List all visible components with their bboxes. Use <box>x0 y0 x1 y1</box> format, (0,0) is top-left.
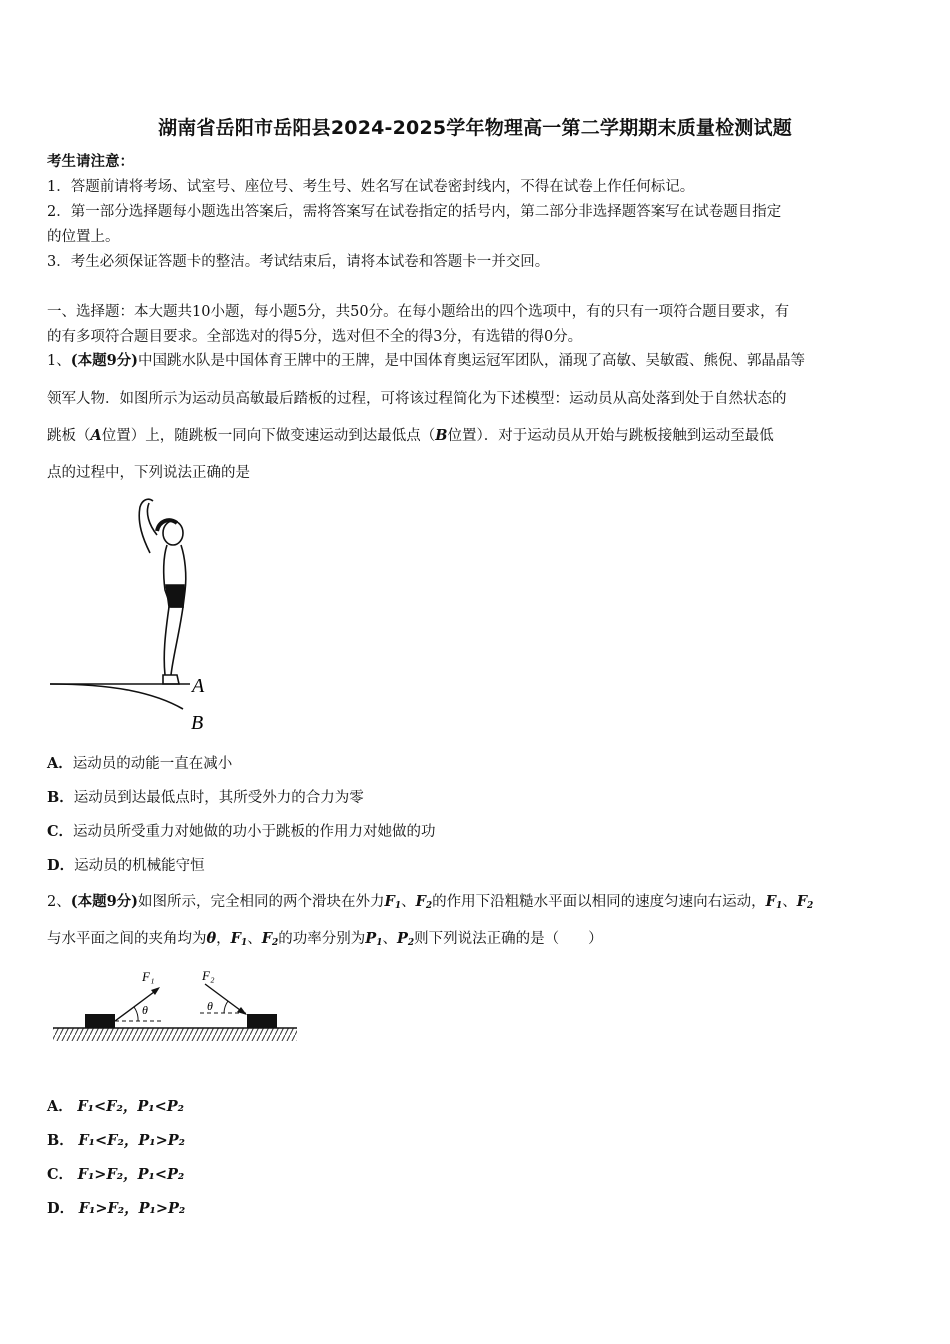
q2-option-a-text: F₁<F₂，P₁<P₂ <box>77 1098 184 1115</box>
q1-option-c-key: C． <box>47 823 74 840</box>
q2-text-2c: 则下列说法正确的是（ ） <box>414 931 603 947</box>
q1-text-3c: 位置）．对于运动员从开始与跳板接触到运动至最低 <box>447 428 774 444</box>
q1-option-b[interactable] <box>47 788 907 808</box>
q2-option-c[interactable] <box>47 1165 907 1185</box>
section-intro-1: 一、选择题：本大题共10小题，每小题5分，共50分。在每小题给出的四个选项中，有的只有一项符合题目要求，有 <box>47 304 790 320</box>
page-title: 湖南省岳阳市岳阳县2024-2025学年物理高一第二学期期末质量检测试题 <box>158 117 792 139</box>
q2-option-b[interactable] <box>47 1131 907 1151</box>
q1-line-2: 领军人物．如图所示为运动员高敏最后踏板的过程，可将该过程简化为下述模型：运动员从高处落到处于自然状态的 <box>47 391 787 407</box>
section-intro-2: 的有多项符合题目要求。全部选对的得5分，选对但不全的得3分，有选错的得0分。 <box>47 329 583 345</box>
q1-score: (本题9分) <box>70 352 139 369</box>
notice-heading: 考生请注意： <box>47 153 134 170</box>
label-b: B <box>191 712 204 734</box>
springboard-arc <box>50 684 183 709</box>
q1-pos-b: B <box>435 427 448 444</box>
q2-option-a[interactable] <box>47 1097 907 1117</box>
notice-item-2-cont: 的位置上。 <box>47 229 120 245</box>
q2-number: 2、 <box>47 894 71 910</box>
sliders-figure <box>50 965 300 1047</box>
q2-option-c-key: C． <box>47 1166 74 1183</box>
q1-option-d-text: 运动员的机械能守恒 <box>74 858 205 874</box>
slider-block-1 <box>85 1014 115 1028</box>
q1-option-d[interactable] <box>47 856 907 876</box>
q2-option-d-text: F₁>F₂，P₁>P₂ <box>78 1200 186 1217</box>
q1-pos-a: A <box>90 427 102 444</box>
q1-line-3 <box>47 426 907 446</box>
q2-option-b-text: F₁<F₂，P₁>P₂ <box>78 1132 185 1149</box>
q2-option-d-key: D． <box>47 1200 75 1217</box>
q2-text-1a: 如图所示，完全相同的两个滑块在外力 <box>138 894 385 910</box>
q1-text-1: 中国跳水队是中国体育王牌中的王牌，是中国体育奥运冠军团队，涌现了高敏、吴敏霞、熊倪、郭晶晶等 <box>138 353 806 369</box>
q1-option-b-key: B． <box>47 789 74 806</box>
q2-line-1: 2、(本题9分)如图所示，完全相同的两个滑块在外力$F_1$、$F_2$的作用下沿粗糙水平面以相同的速度匀速向右运动，$F_1$、$F_2$ <box>47 893 814 911</box>
q2-text-2b: 的功率分别为 <box>278 931 366 947</box>
rough-ground-hatch <box>53 1028 297 1041</box>
q2-option-d[interactable] <box>47 1199 907 1219</box>
notice-item-1: 1．答题前请将考场、试室号、座位号、考生号、姓名写在试卷密封线内，不得在试卷上作任何标记。 <box>47 179 695 195</box>
q1-number: 1、 <box>47 353 71 369</box>
q2-option-a-key: A． <box>47 1098 73 1115</box>
slider-block-2 <box>247 1014 277 1028</box>
label-f2: F₂ <box>202 968 215 983</box>
notice-item-2: 2．第一部分选择题每小题选出答案后，需将答案写在试卷指定的括号内，第二部分非选择题答案写在试卷题目指定 <box>47 204 782 220</box>
q2-line-2: 与水平面之间的夹角均为θ，$F_1$、$F_2$的功率分别为$P_1$、$P_2$则下列说法正确的是（ ） <box>47 930 603 948</box>
q1-text-3b: 位置）上，随跳板一同向下做变速运动到达最低点（ <box>101 428 436 444</box>
notice-item-3: 3．考生必须保证答题卡的整洁。考试结束后，请将本试卷和答题卡一并交回。 <box>47 254 550 270</box>
q1-option-a-text: 运动员的动能一直在减小 <box>72 756 233 772</box>
q1-option-a[interactable] <box>47 754 907 774</box>
q2-option-b-key: B． <box>47 1132 74 1149</box>
q2-text-2a: 与水平面之间的夹角均为 <box>47 931 207 947</box>
q1-line-1 <box>47 351 907 371</box>
label-f1: F₁ <box>142 969 155 984</box>
q1-option-a-key: A． <box>47 755 73 772</box>
force-f1-arrow <box>115 989 158 1021</box>
q1-option-c-text: 运动员所受重力对她做的功小于跳板的作用力对她做的功 <box>73 824 436 840</box>
diver-illustration <box>139 499 186 684</box>
q1-option-b-text: 运动员到达最低点时，其所受外力的合力为零 <box>73 790 364 806</box>
q2-score: (本题9分) <box>70 893 139 910</box>
label-a: A <box>192 675 205 697</box>
label-theta-2: θ <box>207 999 213 1013</box>
q1-option-c[interactable] <box>47 822 907 842</box>
q1-option-d-key: D． <box>47 857 75 874</box>
diver-figure <box>45 495 225 735</box>
q1-line-4: 点的过程中，下列说法正确的是 <box>47 465 250 481</box>
label-theta-1: θ <box>142 1003 148 1017</box>
q1-text-3a: 跳板（ <box>47 428 91 444</box>
q2-text-1b: 的作用下沿粗糙水平面以相同的速度匀速向右运动， <box>432 894 766 910</box>
q2-option-c-text: F₁>F₂，P₁<P₂ <box>77 1166 185 1183</box>
